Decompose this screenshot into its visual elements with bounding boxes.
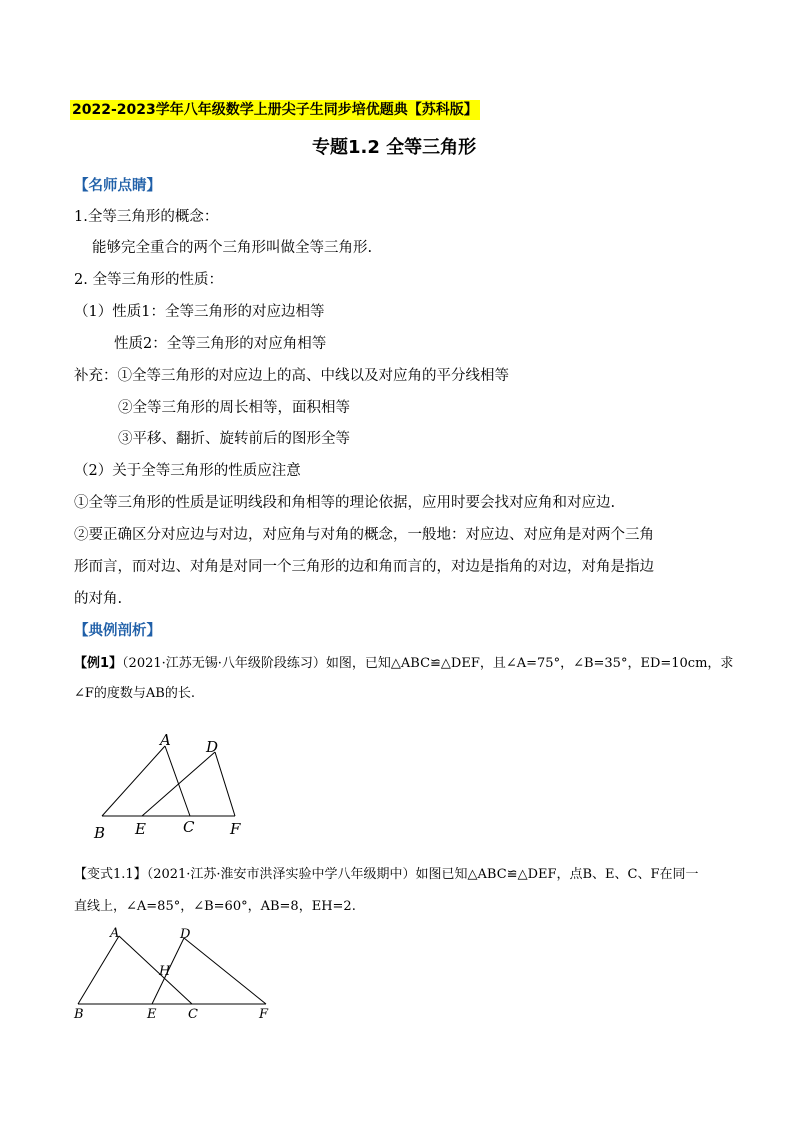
supplement-3: ③平移、翻折、旋转前后的图形全等 — [118, 431, 350, 447]
example-1-line-1 — [74, 654, 733, 674]
section-heading-tips: 【名师点睛】 — [74, 178, 161, 194]
note-2-line-3: 的对角. — [74, 591, 123, 607]
fig2-side-ab — [78, 936, 119, 1004]
fig2-label-c: C — [188, 1007, 198, 1022]
variant-1-line-1 — [74, 865, 699, 885]
fig2-label-d: D — [180, 927, 191, 942]
note-2-line-2: 形而言，而对边、对角是对同一个三角形的边和角而言的，对边是指角的对边，对角是指边 — [74, 559, 654, 575]
fig1-side-ab — [102, 746, 165, 816]
example-1-source: （2021·江苏无锡·八年级阶段练习） — [122, 656, 326, 671]
concept-label: 1.全等三角形的概念： — [74, 209, 219, 225]
property-2: 性质2：全等三角形的对应角相等 — [114, 336, 327, 352]
fig1-label-f: F — [230, 820, 241, 838]
fig1-label-c: C — [183, 818, 195, 836]
variant-text: 如图已知△ABC≌△DEF，点B、E、C、F在同一 — [415, 867, 699, 882]
page-title: 专题1.2 全等三角形 — [312, 137, 477, 158]
figure-1-triangles — [80, 726, 280, 846]
section-heading-examples: 【典例剖析】 — [74, 623, 161, 639]
fig2-label-a: A — [110, 926, 120, 941]
fig2-label-b: B — [74, 1007, 84, 1022]
variant-tag: 【变式1.1】 — [74, 867, 147, 882]
note-1: ①全等三角形的性质是证明线段和角相等的理论依据，应用时要会找对应角和对应边. — [74, 495, 616, 511]
concept-text: 能够完全重合的两个三角形叫做全等三角形. — [92, 240, 373, 256]
properties-label: 2. 全等三角形的性质： — [74, 272, 223, 288]
supplement-2: ②全等三角形的周长相等，面积相等 — [118, 400, 350, 416]
fig1-side-ac — [165, 746, 190, 816]
fig2-label-h: H — [159, 964, 171, 979]
figure-2-triangles — [66, 922, 286, 1026]
fig1-label-a: A — [160, 731, 171, 749]
fig1-label-d: D — [206, 738, 219, 756]
variant-1-line-2: 直线上，∠A=85°，∠B=60°，AB=8，EH=2. — [74, 899, 356, 914]
variant-source: （2021·江苏·淮安市洪泽实验中学八年级期中） — [146, 867, 416, 882]
header-banner: 2022-2023学年八年级数学上册尖子生同步培优题典【苏科版】 — [72, 102, 478, 118]
fig1-label-e: E — [135, 820, 146, 838]
note-2-line-1: ②要正确区分对应边与对边，对应角与对角的概念，一般地：对应边、对应角是对两个三角 — [74, 527, 654, 543]
example-1-tag: 【例1】 — [74, 656, 123, 671]
fig2-side-ac — [119, 936, 192, 1004]
fig2-side-df — [184, 938, 266, 1004]
note-label: （2）关于全等三角形的性质应注意 — [74, 463, 301, 479]
fig1-side-de — [142, 752, 215, 816]
fig2-label-e: E — [147, 1007, 157, 1022]
example-1-text: 如图，已知△ABC≌△DEF，且∠A=75°，∠B=35°，ED=10cm，求 — [325, 656, 734, 671]
fig1-label-b: B — [94, 824, 106, 842]
fig1-side-df — [215, 752, 235, 816]
property-1: （1）性质1：全等三角形的对应边相等 — [74, 304, 325, 320]
example-1-line-2: ∠F的度数与AB的长. — [74, 686, 195, 701]
fig2-label-f: F — [259, 1007, 269, 1022]
supplement-1: 补充：①全等三角形的对应边上的高、中线以及对应角的平分线相等 — [74, 368, 509, 384]
